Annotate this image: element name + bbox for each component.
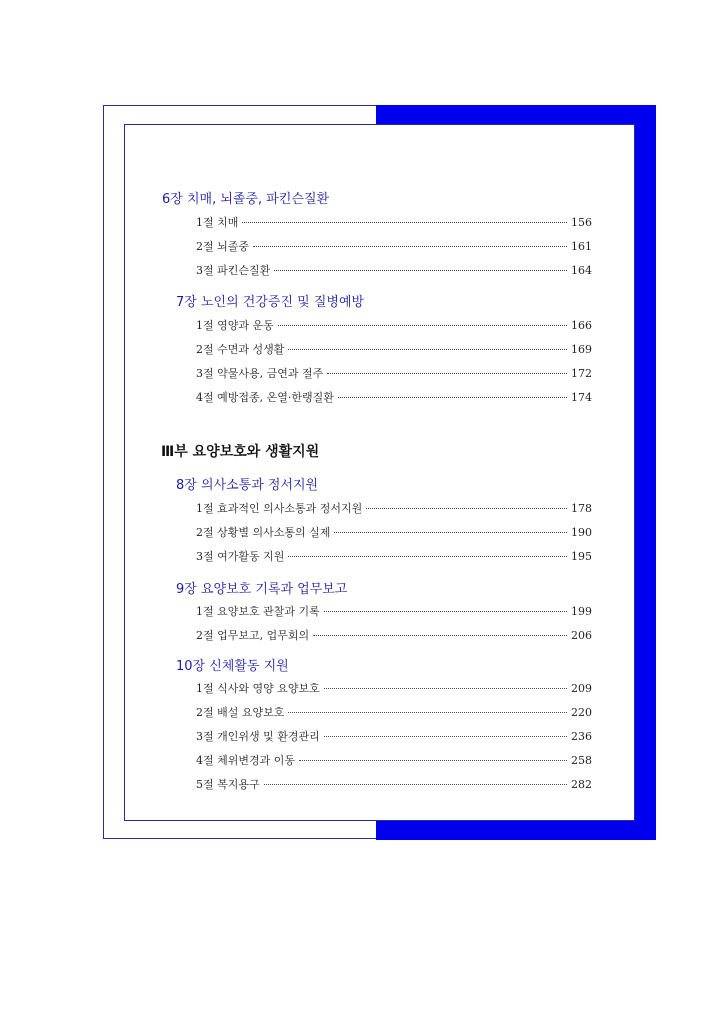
toc-entry <box>196 365 592 381</box>
leader-dots <box>288 712 567 713</box>
chapter-title: 7장 노인의 건강증진 및 질병예방 <box>176 295 365 310</box>
entry-label: 2절 배설 요양보호 <box>196 706 285 719</box>
chapter-title: 9장 요양보호 기록과 업무보고 <box>176 582 348 597</box>
leader-dots <box>327 373 567 374</box>
leader-dots <box>324 688 567 689</box>
entry-label: 2절 상황별 의사소통의 실제 <box>196 526 331 539</box>
entry-page: 236 <box>571 730 592 743</box>
leader-dots <box>242 222 567 223</box>
entry-page: 209 <box>571 682 592 695</box>
toc-entry <box>196 341 592 357</box>
entry-page: 206 <box>571 629 592 642</box>
toc-entry <box>196 500 592 516</box>
entry-page: 172 <box>571 367 592 380</box>
toc-entry <box>196 214 592 230</box>
entry-label: 1절 치매 <box>196 216 239 229</box>
entry-label: 3절 여가활동 지원 <box>196 550 285 563</box>
entry-label: 3절 파킨슨질환 <box>196 264 271 277</box>
toc-entry <box>196 548 592 564</box>
toc-entry <box>196 680 592 696</box>
leader-dots <box>324 611 567 612</box>
entry-page: 174 <box>571 391 592 404</box>
entry-label: 1절 영양과 운동 <box>196 319 274 332</box>
entry-label: 1절 효과적인 의사소통과 정서지원 <box>196 502 363 515</box>
entry-page: 169 <box>571 343 592 356</box>
entry-label: 1절 요양보호 관찰과 기록 <box>196 605 320 618</box>
toc-entry <box>196 704 592 720</box>
entry-page: 282 <box>571 778 592 791</box>
leader-dots <box>324 736 567 737</box>
toc-entry <box>196 627 592 643</box>
toc-entry <box>196 752 592 768</box>
entry-page: 195 <box>571 550 592 563</box>
entry-label: 1절 식사와 영양 요양보호 <box>196 682 320 695</box>
entry-page: 258 <box>571 754 592 767</box>
entry-page: 161 <box>571 240 592 253</box>
toc-entry <box>196 728 592 744</box>
entry-label: 4절 체위변경과 이동 <box>196 754 295 767</box>
toc-entry <box>196 603 592 619</box>
entry-label: 5절 복지용구 <box>196 778 260 791</box>
entry-label: 3절 약물사용, 금연과 절주 <box>196 367 324 380</box>
entry-label: 3절 개인위생 및 환경관리 <box>196 730 320 743</box>
chapter-title: 6장 치매, 뇌졸중, 파킨슨질환 <box>162 192 330 207</box>
leader-dots <box>253 246 567 247</box>
entry-page: 156 <box>571 216 592 229</box>
part-title: Ⅲ부 요양보호와 생활지원 <box>161 444 320 460</box>
leader-dots <box>288 349 567 350</box>
entry-page: 178 <box>571 502 592 515</box>
entry-page: 220 <box>571 706 592 719</box>
toc-entry <box>196 262 592 278</box>
leader-dots <box>334 532 567 533</box>
entry-page: 190 <box>571 526 592 539</box>
chapter-title: 10장 신체활동 지원 <box>176 659 289 674</box>
toc-entry <box>196 389 592 405</box>
leader-dots <box>264 784 567 785</box>
entry-page: 164 <box>571 264 592 277</box>
leader-dots <box>278 325 567 326</box>
toc-entry <box>196 238 592 254</box>
entry-label: 4절 예방접종, 온열·한랭질환 <box>196 391 334 404</box>
toc-entry <box>196 317 592 333</box>
leader-dots <box>313 635 567 636</box>
leader-dots <box>299 760 567 761</box>
leader-dots <box>288 556 567 557</box>
entry-label: 2절 뇌졸중 <box>196 240 249 253</box>
toc-entry <box>196 524 592 540</box>
entry-page: 166 <box>571 319 592 332</box>
chapter-title: 8장 의사소통과 정서지원 <box>176 478 319 493</box>
toc-entry <box>196 776 592 792</box>
leader-dots <box>366 508 567 509</box>
entry-label: 2절 업무보고, 업무회의 <box>196 629 310 642</box>
leader-dots <box>274 270 567 271</box>
leader-dots <box>338 397 567 398</box>
entry-page: 199 <box>571 605 592 618</box>
entry-label: 2절 수면과 성생활 <box>196 343 285 356</box>
